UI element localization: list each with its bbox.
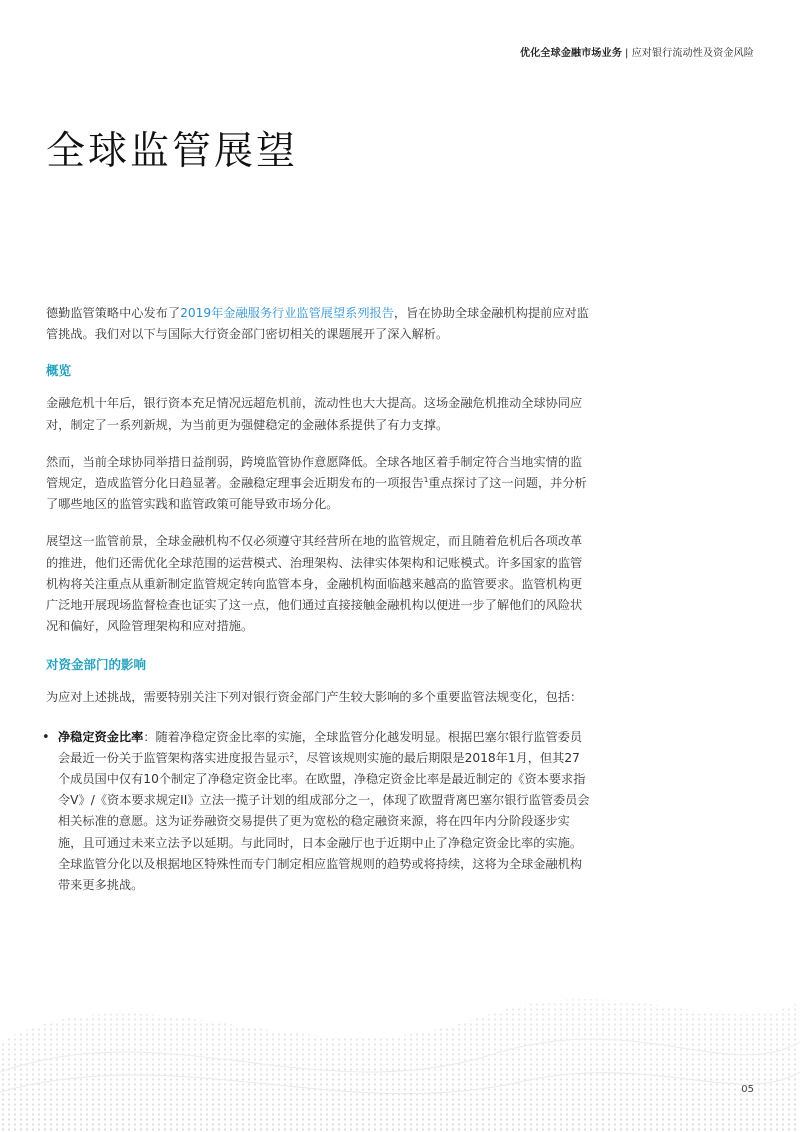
header-subtitle: 应对银行流动性及资金风险	[631, 48, 754, 59]
footnote-1-marker[interactable]: 1	[423, 475, 429, 484]
overview-paragraph-1: 金融危机十年后，银行资本充足情况远超危机前，流动性也大大提高。这场金融危机推动全球协同应对，制定了一系列新规，为当前更为强健稳定的金融体系提供了有力支撑。	[46, 396, 583, 432]
footnote-2-marker[interactable]: 2	[289, 750, 295, 759]
nsfr-term: 净稳定资金比率	[58, 729, 144, 744]
intro-text-after: ，旨在协助全球金融机构提前应对监管挑战。我们对以下与国际大行资金部门密切相关的课题展开了深入解析。	[46, 306, 589, 342]
page-number: 05	[741, 1084, 754, 1095]
bullet-marker: •	[42, 729, 50, 745]
overview-paragraph-2	[46, 452, 591, 516]
main-content	[42, 303, 591, 912]
running-header	[520, 44, 754, 59]
decorative-wave-pattern	[0, 922, 800, 1132]
impact-heading: 对资金部门的影响	[46, 657, 147, 673]
overview-p2-after: 重点探讨了这一问题，并分析了哪些地区的监管实践和监管政策可能导致市场分化。	[46, 476, 587, 512]
nsfr-bullet-item	[42, 727, 591, 897]
overview-p2-before: 然而，当前全球协同举措日益削弱，跨境监管协作意愿降低。全球各地区着手制定符合当地实情的监管规定，造成监管分化日趋显著。金融稳定理事会近期发布的一项报告	[46, 454, 583, 491]
page-title: 全球监管展望	[46, 129, 299, 174]
header-section: 优化全球金融市场业务	[520, 48, 623, 59]
overview-heading: 概览	[46, 363, 72, 379]
nsfr-text-before: ：随着净稳定资金比率的实施，全球监管分化越发明显。根据巴塞尔银行监管委员会最近一份关于监管架构落实进度报告显示	[58, 729, 583, 765]
intro-paragraph	[46, 303, 591, 345]
header-separator: |	[625, 48, 629, 59]
intro-text-before: 德勤监管策略中心发布了	[46, 306, 181, 320]
impact-intro: 为应对上述挑战，需要特别关注下列对银行资金部门产生较大影响的多个重要监管法规变化，包括：	[46, 690, 583, 705]
report-link[interactable]: 2019年金融服务行业监管展望系列报告	[180, 306, 394, 320]
nsfr-text-after: ，尽管该规则实施的最后期限是2018年1月，但其27个成员国中仅有10个制定了净稳定资金比率。在欧盟，净稳定资金比率是最近制定的《资本要求指令V》/《资本要求规定II》立法一揽子计划的组成部分之一，体现了欧盟背离巴塞尔银行监管委员会相关标准的意愿。这为证券融资交易提供了更为宽松的稳定融资来源，将在四年内分阶段逐步实施，且可通过未来立法予以延期。与此同时，日本金融厅也于近期中止了净稳定资金比率的实施。全球监管分化以及根据地区特殊性而专门制定相应监管规则的趋势或将持续，这将为全球金融机构带来更多挑战。	[58, 750, 590, 893]
overview-paragraph-3: 展望这一监管前景，全球金融机构不仅必须遵守其经营所在地的监管规定，而且随着危机后各项改革的推进，他们还需优化全球范围的运营模式、治理架构、法律实体架构和记账模式。许多国家的监管机构将关注重点从重新制定监管规定转向监管本身，金融机构面临越来越高的监管要求。监管机构更广泛地开展现场监督检查也证实了这一点，他们通过直接接触金融机构以便进一步了解他们的风险状况和偏好，风险管理架构和应对措施。	[46, 534, 583, 634]
